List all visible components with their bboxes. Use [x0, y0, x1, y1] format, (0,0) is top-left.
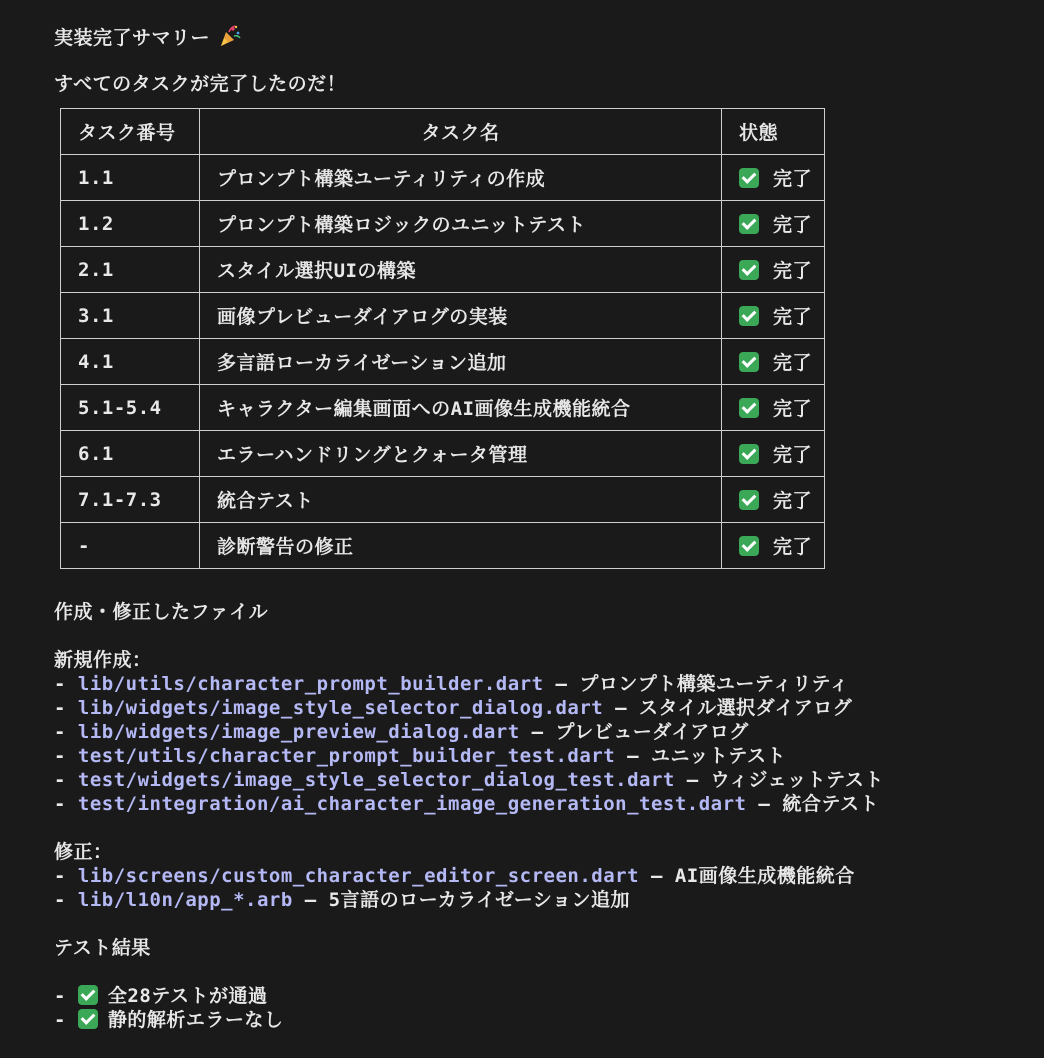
modified-files-list — [54, 864, 855, 912]
results-section-title: テスト結果 — [54, 937, 151, 959]
table-header-row — [61, 109, 825, 155]
status-text: 完了 — [773, 260, 813, 282]
task-id: 1.1 — [61, 155, 200, 201]
check-icon — [739, 306, 759, 326]
task-id: 2.1 — [61, 247, 200, 293]
task-name: 統合テスト — [200, 477, 722, 523]
check-icon — [739, 536, 759, 556]
task-status — [722, 431, 825, 477]
party-popper-icon — [218, 24, 242, 48]
table-row — [61, 201, 825, 247]
header-task-name: タスク名 — [200, 109, 722, 155]
file-desc: ユニットテスト — [650, 745, 786, 767]
summary-subtitle: すべてのタスクが完了したのだ！ — [54, 73, 347, 95]
header-status: 状態 — [722, 109, 825, 155]
status-text: 完了 — [773, 352, 813, 374]
file-desc: 5言語のローカライゼーション追加 — [328, 889, 631, 911]
files-section-title: 作成・修正したファイル — [54, 601, 269, 623]
check-icon — [739, 444, 759, 464]
task-table — [60, 108, 825, 569]
file-desc: ウィジェットテスト — [710, 769, 884, 791]
file-path-link[interactable]: lib/utils/character_prompt_builder.dart — [77, 673, 544, 695]
task-status — [722, 155, 825, 201]
file-desc: プレビューダイアログ — [555, 721, 749, 743]
result-text: 全28テストが通過 — [107, 985, 268, 1007]
summary-heading — [54, 24, 242, 50]
task-name: プロンプト構築ロジックのユニットテスト — [200, 201, 722, 247]
task-id: 3.1 — [61, 293, 200, 339]
task-name: 診断警告の修正 — [200, 523, 722, 569]
check-icon — [739, 168, 759, 188]
task-status — [722, 293, 825, 339]
list-item: - lib/widgets/image_preview_dialog.dart – プレビューダイアログ — [54, 721, 749, 743]
check-icon — [78, 985, 98, 1005]
status-text: 完了 — [773, 536, 813, 558]
task-id: 7.1-7.3 — [61, 477, 200, 523]
table-row — [61, 431, 825, 477]
table-row — [61, 293, 825, 339]
task-name: 多言語ローカライゼーション追加 — [200, 339, 722, 385]
file-desc: 統合テスト — [782, 793, 880, 815]
new-files-list — [54, 672, 884, 816]
file-desc: スタイル選択ダイアログ — [639, 697, 853, 719]
task-name: 画像プレビューダイアログの実装 — [200, 293, 722, 339]
task-id: - — [61, 523, 200, 569]
table-row — [61, 155, 825, 201]
task-name: プロンプト構築ユーティリティの作成 — [200, 155, 722, 201]
check-icon — [739, 352, 759, 372]
file-path-link[interactable]: test/widgets/image_style_selector_dialog_test.dart — [77, 769, 675, 791]
list-item: - lib/utils/character_prompt_builder.dart – プロンプト構築ユーティリティ — [54, 673, 849, 695]
list-item: - test/utils/character_prompt_builder_test.dart – ユニットテスト — [54, 745, 786, 767]
task-id: 1.2 — [61, 201, 200, 247]
list-item: - lib/screens/custom_character_editor_screen.dart – AI画像生成機能統合 — [54, 865, 855, 887]
task-status — [722, 339, 825, 385]
table-row — [61, 385, 825, 431]
table-row — [61, 523, 825, 569]
check-icon — [739, 398, 759, 418]
task-name: キャラクター編集画面へのAI画像生成機能統合 — [200, 385, 722, 431]
check-icon — [739, 490, 759, 510]
file-path-link[interactable]: lib/screens/custom_character_editor_screen.dart — [77, 865, 640, 887]
results-list — [54, 984, 283, 1032]
modified-files-label: 修正： — [54, 841, 113, 863]
header-task-id: タスク番号 — [61, 109, 200, 155]
task-status — [722, 201, 825, 247]
check-icon — [739, 260, 759, 280]
status-text: 完了 — [773, 214, 813, 236]
task-id: 5.1-5.4 — [61, 385, 200, 431]
table-row — [61, 477, 825, 523]
list-item: - test/widgets/image_style_selector_dialog_test.dart – ウィジェットテスト — [54, 769, 884, 791]
file-desc: AI画像生成機能統合 — [674, 865, 855, 887]
file-desc: プロンプト構築ユーティリティ — [579, 673, 849, 695]
list-item: - 全28テストが通過 — [54, 985, 268, 1007]
list-item: - lib/l10n/app_*.arb – 5言語のローカライゼーション追加 — [54, 889, 631, 911]
list-item: - test/integration/ai_character_image_generation_test.dart – 統合テスト — [54, 793, 880, 815]
file-path-link[interactable]: lib/widgets/image_style_selector_dialog.dart — [77, 697, 604, 719]
status-text: 完了 — [773, 490, 813, 512]
new-files-label: 新規作成： — [54, 649, 152, 671]
list-item: - lib/widgets/image_style_selector_dialog.dart – スタイル選択ダイアログ — [54, 697, 853, 719]
status-text: 完了 — [773, 444, 813, 466]
table-row — [61, 247, 825, 293]
file-path-link[interactable]: lib/widgets/image_preview_dialog.dart — [77, 721, 520, 743]
summary-title: 実装完了サマリー — [54, 27, 211, 49]
status-text: 完了 — [773, 398, 813, 420]
file-path-link[interactable]: test/utils/character_prompt_builder_test.dart — [77, 745, 616, 767]
status-text: 完了 — [773, 168, 813, 190]
list-item: - 静的解析エラーなし — [54, 1009, 284, 1031]
check-icon — [739, 214, 759, 234]
task-status — [722, 385, 825, 431]
table-row — [61, 339, 825, 385]
file-path-link[interactable]: lib/l10n/app_*.arb — [77, 889, 293, 911]
task-status — [722, 477, 825, 523]
status-text: 完了 — [773, 306, 813, 328]
task-id: 6.1 — [61, 431, 200, 477]
task-status — [722, 523, 825, 569]
result-text: 静的解析エラーなし — [107, 1009, 284, 1031]
file-path-link[interactable]: test/integration/ai_character_image_generation_test.dart — [77, 793, 747, 815]
task-name: エラーハンドリングとクォータ管理 — [200, 431, 722, 477]
task-id: 4.1 — [61, 339, 200, 385]
task-status — [722, 247, 825, 293]
check-icon — [78, 1009, 98, 1029]
task-name: スタイル選択UIの構築 — [200, 247, 722, 293]
